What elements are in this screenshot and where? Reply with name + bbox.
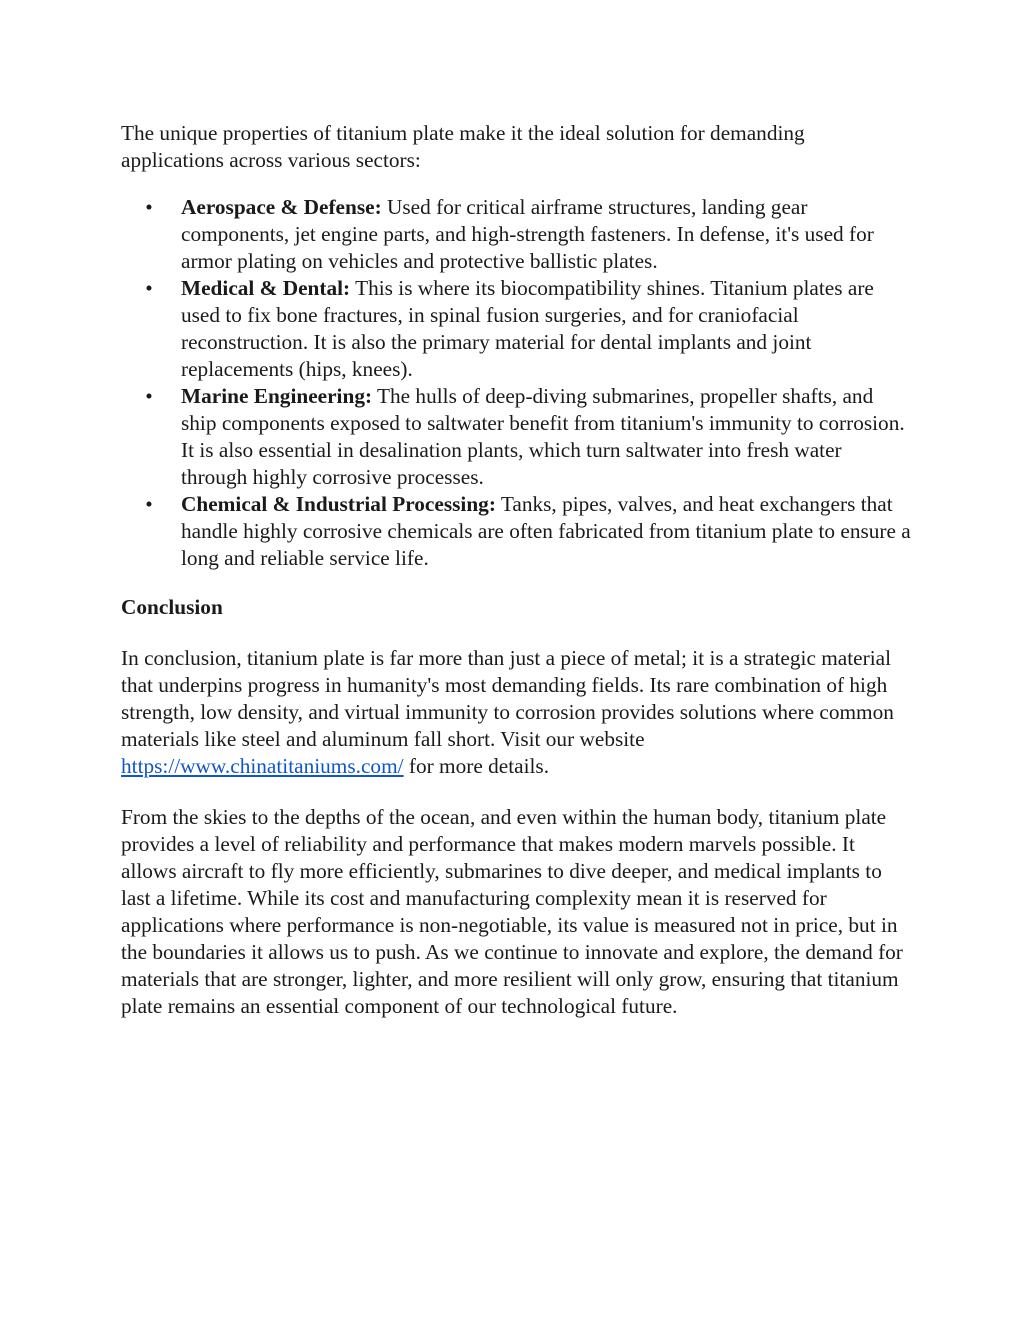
conclusion-paragraph-after: for more details. — [403, 754, 550, 778]
closing-paragraph: From the skies to the depths of the ocean, and even within the human body, titanium plate provides a level of reliability and performance that makes modern marvels possible. It allows aircraft to fly more efficiently, submarines to dive deeper, and medical implants to last a lifetime. While its cost and manufacturing complexity mean it is reserved for applications where performance is non-negotiable, its value is measured not in price, but in the boundaries it allows us to push. As we continue to innovate and explore, the demand for materials that are stronger, lighter, and more resilient will only grow, ensuring that titanium plate remains an essential component of our technological future. — [121, 805, 903, 1018]
bullet-icon: • — [145, 195, 153, 219]
list-item-text: This is where its biocompatibility shines. Titanium plates are used to fix bone fractures, in spinal fusion surgeries, and for craniofacial reconstruction. It is also the primary material for dental implants and joint replacements (hips, knees). — [181, 276, 874, 381]
website-link[interactable]: https://www.chinatitaniums.com/ — [121, 754, 404, 778]
list-item-term: Aerospace & Defense: — [181, 195, 382, 219]
conclusion-paragraph — [121, 645, 911, 780]
list-item-term: Marine Engineering: — [181, 384, 373, 408]
list-item-text: Tanks, pipes, valves, and heat exchangers that handle highly corrosive chemicals are often fabricated from titanium plate to ensure a long and reliable service life. — [181, 492, 911, 570]
conclusion-heading: Conclusion — [121, 595, 223, 619]
list-item-marine — [121, 383, 911, 491]
bullet-icon: • — [145, 492, 153, 516]
bullet-icon: • — [145, 384, 153, 408]
document-page — [121, 120, 911, 1020]
list-item-chemical — [121, 491, 911, 572]
list-item-text: Used for critical airframe structures, landing gear components, jet engine parts, and high-strength fasteners. In defense, it's used for armor plating on vehicles and protective ballistic plates. — [181, 195, 874, 273]
list-item-medical — [121, 275, 911, 383]
list-item-text: The hulls of deep-diving submarines, propeller shafts, and ship components exposed to saltwater benefit from titanium's immunity to corrosion. It is also essential in desalination plants, which turn saltwater into fresh water through highly corrosive processes. — [181, 384, 905, 489]
sectors-list — [121, 194, 911, 572]
list-item-aerospace — [121, 194, 911, 275]
conclusion-paragraph-text: In conclusion, titanium plate is far more than just a piece of metal; it is a strategic material that underpins progress in humanity's most demanding fields. Its rare combination of high strength, low density, and virtual immunity to corrosion provides solutions where common materials like steel and aluminum fall short. Visit our website — [121, 646, 894, 751]
list-item-term: Chemical & Industrial Processing: — [181, 492, 496, 516]
intro-paragraph: The unique properties of titanium plate make it the ideal solution for demanding applications across various sectors: — [121, 121, 805, 172]
list-item-term: Medical & Dental: — [181, 276, 351, 300]
bullet-icon: • — [145, 276, 153, 300]
